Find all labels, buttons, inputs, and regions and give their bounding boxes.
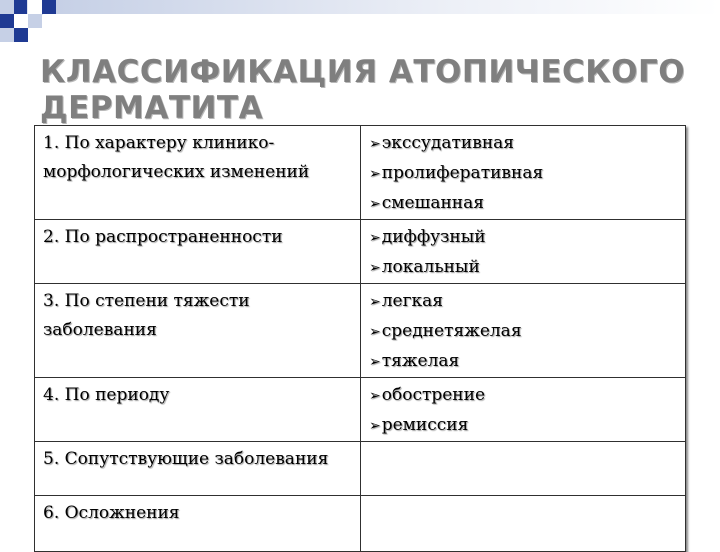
- option-item: [369, 411, 679, 441]
- arrow-bullet-icon: ➢: [369, 136, 381, 152]
- option-label: диффузный: [381, 227, 486, 247]
- arrow-bullet-icon: ➢: [369, 388, 381, 404]
- deco-square: [14, 0, 28, 14]
- arrow-bullet-icon: ➢: [369, 260, 381, 276]
- deco-square: [28, 0, 42, 14]
- criterion-cell: 5. Сопутствующие заболевания: [35, 442, 361, 496]
- table-row: [35, 126, 686, 220]
- option-label: тяжелая: [381, 351, 460, 371]
- options-cell: [361, 378, 686, 442]
- deco-square: [14, 28, 28, 42]
- table-row: [35, 220, 686, 284]
- criterion-cell: 2. По распространенности: [35, 220, 361, 284]
- option-label: обострение: [381, 385, 486, 405]
- arrow-bullet-icon: ➢: [369, 354, 381, 370]
- criterion-cell: 4. По периоду: [35, 378, 361, 442]
- classification-table: [34, 125, 686, 552]
- arrow-bullet-icon: ➢: [369, 166, 381, 182]
- option-label: локальный: [381, 257, 480, 277]
- option-item: [369, 253, 679, 283]
- option-label: пролиферативная: [381, 163, 544, 183]
- option-label: смешанная: [381, 193, 484, 213]
- page-title: КЛАССИФИКАЦИЯ АТОПИЧЕСКОГО ДЕРМАТИТА: [40, 54, 686, 126]
- arrow-bullet-icon: ➢: [369, 196, 381, 212]
- option-item: [369, 381, 679, 411]
- options-cell: [361, 284, 686, 378]
- option-item: [369, 189, 679, 219]
- table-row: [35, 378, 686, 442]
- criterion-cell: 3. По степени тяжести заболевания: [35, 284, 361, 378]
- arrow-bullet-icon: ➢: [369, 230, 381, 246]
- options-cell: [361, 496, 686, 552]
- option-label: ремиссия: [381, 415, 469, 435]
- option-item: [369, 223, 679, 253]
- deco-square: [42, 0, 56, 14]
- deco-square: [14, 14, 28, 28]
- option-label: среднетяжелая: [381, 321, 522, 341]
- options-cell: [361, 126, 686, 220]
- criterion-cell: 6. Осложнения: [35, 496, 361, 552]
- deco-square: [0, 28, 14, 42]
- option-item: [369, 159, 679, 189]
- option-label: легкая: [381, 291, 443, 311]
- deco-gradient-bar: [56, 0, 720, 14]
- option-label: экссудативная: [381, 133, 515, 153]
- table-row: [35, 284, 686, 378]
- table-row: [35, 496, 686, 552]
- options-cell: [361, 442, 686, 496]
- arrow-bullet-icon: ➢: [369, 418, 381, 434]
- deco-square: [0, 14, 14, 28]
- deco-square: [0, 0, 14, 14]
- table-row: [35, 442, 686, 496]
- arrow-bullet-icon: ➢: [369, 324, 381, 340]
- criterion-cell: 1. По характеру клинико-морфологических изменений: [35, 126, 361, 220]
- arrow-bullet-icon: ➢: [369, 294, 381, 310]
- option-item: [369, 347, 679, 377]
- option-item: [369, 129, 679, 159]
- options-cell: [361, 220, 686, 284]
- option-item: [369, 287, 679, 317]
- option-item: [369, 317, 679, 347]
- deco-square: [28, 14, 42, 28]
